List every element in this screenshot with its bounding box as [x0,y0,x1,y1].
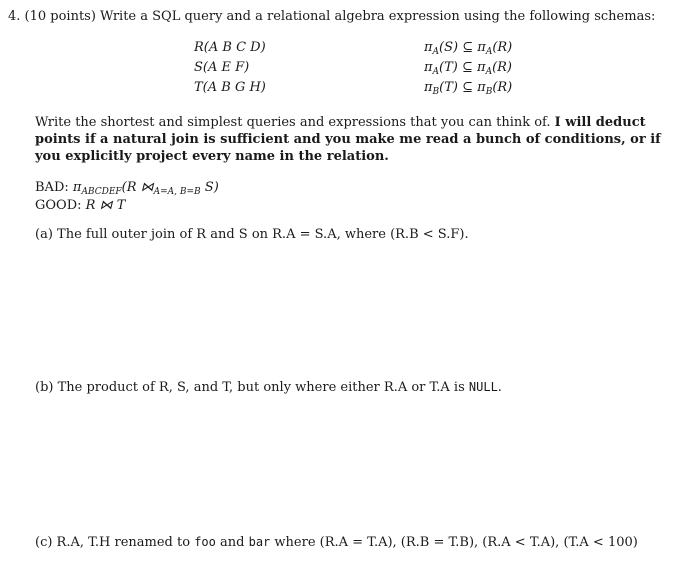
constraint-1: $\pi_A(S)$ ⊆ $\pi_A(R)$ [424,40,513,57]
instructions-normal: Write the shortest and simplest queries and expressions that you can think of. [35,115,555,130]
constraint-2: $\pi_A(T)$ ⊆ $\pi_A(R)$ [424,60,512,77]
bad-example: BAD: $\pi_{ABCDEF}(R$ $⋈_{A=A, B=B}$ S) [35,180,219,197]
part-a: (a) The full outer join of R and S on R.A = S.A, where (R.B < S.F). [35,227,469,242]
good-example [35,198,125,213]
good-expression: R ⋈ T [85,198,126,213]
good-label: GOOD: [35,198,86,213]
constraint-3: $\pi_B(T)$ ⊆ $\pi_B(R)$ [424,80,513,97]
schema-s: S(A E F) [194,60,250,75]
bar-keyword: bar [248,535,271,549]
foo-keyword: foo [194,535,216,549]
instructions [35,114,683,165]
part-c: (c) R.A, T.H renamed to foo and bar where (R.A = T.A), (R.B = T.B), (R.A < T.A), (T.A < 100) [35,535,638,550]
schema-t: T(A B G H) [194,80,266,95]
part-b: (b) The product of R, S, and T, but only where either R.A or T.A is NULL. [35,380,502,395]
null-keyword: NULL [468,380,498,394]
schema-r: R(A B C D) [194,40,266,55]
instructions-bold: I will deduct points if a natural join is sufficient and you make me read a bunch of conditions, or if you explicitly project every name in the relation. [35,115,661,164]
question-header: 4. (10 points) Write a SQL query and a relational algebra expression using the following schemas: [8,9,656,24]
bad-label: BAD: [35,180,73,195]
